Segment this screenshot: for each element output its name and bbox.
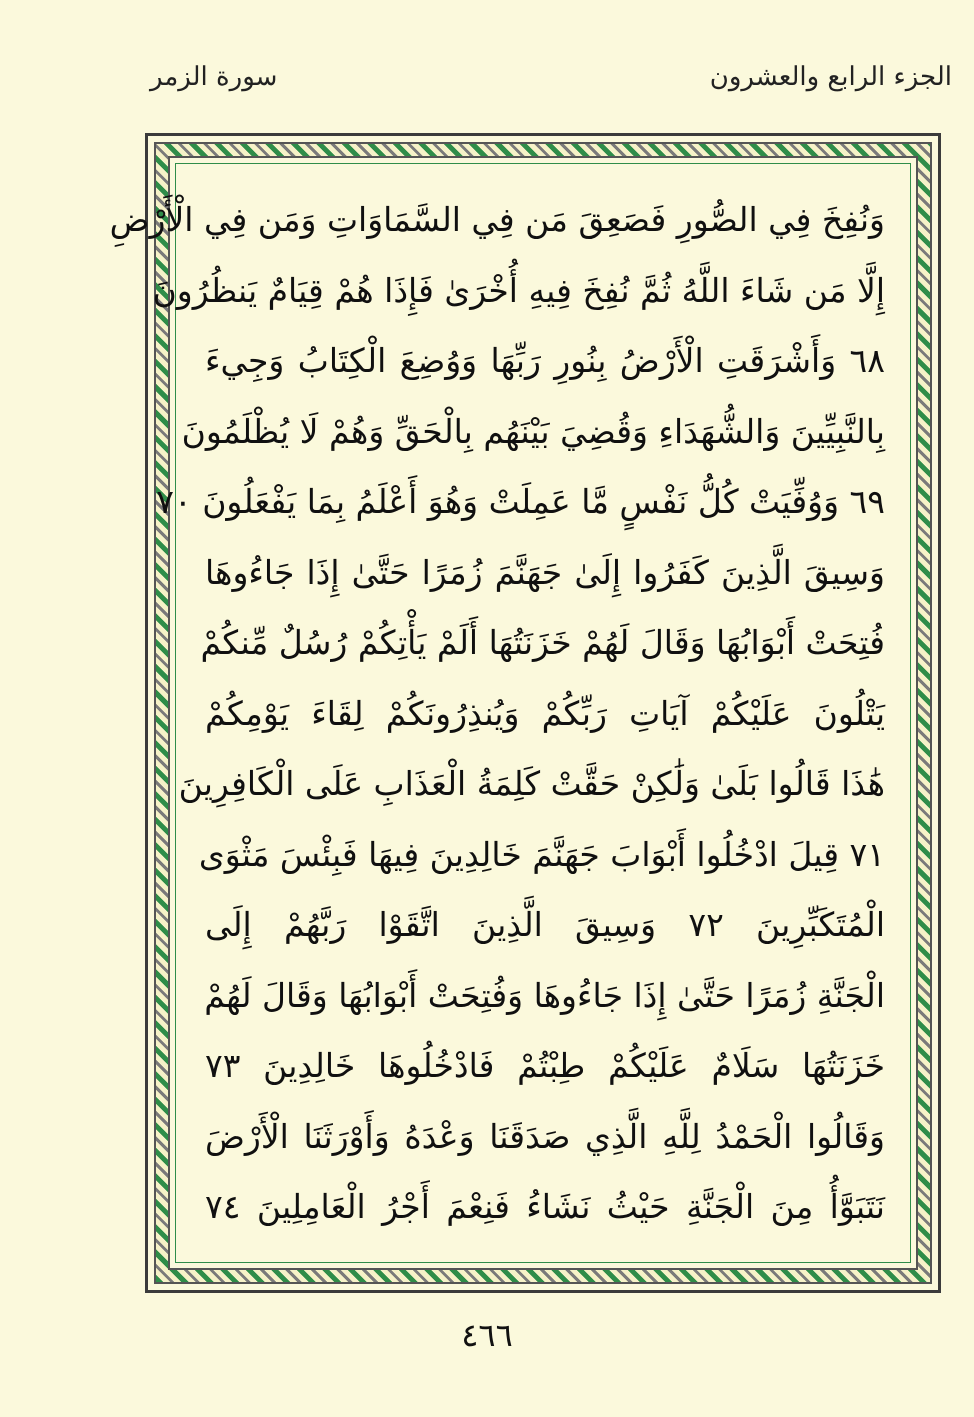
text-line-3: ٦٨ وَأَشْرَقَتِ الْأَرْضُ بِنُورِ رَبِّهَا وَوُضِعَ الْكِتَابُ وَجِيءَ: [205, 341, 885, 380]
juz-name: الجزء الرابع والعشرون: [709, 62, 952, 92]
text-line-14: وَقَالُوا الْحَمْدُ لِلَّهِ الَّذِي صَدَقَنَا وَعْدَهُ وَأَوْرَثَنَا الْأَرْضَ: [205, 1116, 885, 1156]
page-header: [0, 56, 974, 106]
text-line-2: إِلَّا مَن شَاءَ اللَّهُ ثُمَّ نُفِخَ فِيهِ أُخْرَىٰ فَإِذَا هُمْ قِيَامٌ يَنظُرُونَ: [152, 270, 885, 310]
text-line-10: ٧١ قِيلَ ادْخُلُوا أَبْوَابَ جَهَنَّمَ خَالِدِينَ فِيهَا فَبِئْسَ مَثْوَى: [198, 834, 885, 874]
text-line-11: الْمُتَكَبِّرِينَ ٧٢ وَسِيقَ الَّذِينَ اتَّقَوْا رَبَّهُمْ إِلَى: [205, 905, 885, 944]
surah-name: سورة الزمر: [150, 62, 278, 92]
text-line-8: يَتْلُونَ عَلَيْكُمْ آيَاتِ رَبِّكُمْ وَيُنذِرُونَكُمْ لِقَاءَ يَوْمِكُمْ: [205, 693, 885, 733]
text-line-5: ٦٩ وَوُفِّيَتْ كُلُّ نَفْسٍ مَّا عَمِلَتْ وَهُوَ أَعْلَمُ بِمَا يَفْعَلُونَ ٧٠: [156, 482, 885, 521]
text-line-13: خَزَنَتُهَا سَلَامٌ عَلَيْكُمْ طِبْتُمْ فَادْخُلُوهَا خَالِدِينَ ٧٣: [205, 1046, 885, 1085]
text-line-12: الْجَنَّةِ زُمَرًا حَتَّىٰ إِذَا جَاءُوهَا وَفُتِحَتْ أَبْوَابُهَا وَقَالَ لَهُمْ: [204, 975, 885, 1015]
quran-text: [109, 185, 885, 1244]
text-line-7: فُتِحَتْ أَبْوَابُهَا وَقَالَ لَهُمْ خَزَنَتُهَا أَلَمْ يَأْتِكُمْ رُسُلٌ مِّنكُمْ: [200, 623, 885, 662]
decorative-page-frame: [109, 133, 941, 1293]
text-line-4: بِالنَّبِيِّينَ وَالشُّهَدَاءِ وَقُضِيَ بَيْنَهُم بِالْحَقِّ وَهُمْ لَا يُظْلَمُونَ: [181, 411, 885, 451]
page-number: ٤٦٦: [461, 1316, 513, 1354]
text-line-6: وَسِيقَ الَّذِينَ كَفَرُوا إِلَىٰ جَهَنَّمَ زُمَرًا حَتَّىٰ إِذَا جَاءُوهَا: [205, 552, 885, 592]
text-line-1: وَنُفِخَ فِي الصُّورِ فَصَعِقَ مَن فِي السَّمَاوَاتِ وَمَن فِي الْأَرْضِ: [109, 200, 885, 239]
text-line-9: هَٰذَا قَالُوا بَلَىٰ وَلَٰكِنْ حَقَّتْ كَلِمَةُ الْعَذَابِ عَلَى الْكَافِرِينَ: [178, 764, 885, 803]
text-line-15: نَتَبَوَّأُ مِنَ الْجَنَّةِ حَيْثُ نَشَاءُ فَنِعْمَ أَجْرُ الْعَامِلِينَ ٧٤: [205, 1187, 885, 1226]
